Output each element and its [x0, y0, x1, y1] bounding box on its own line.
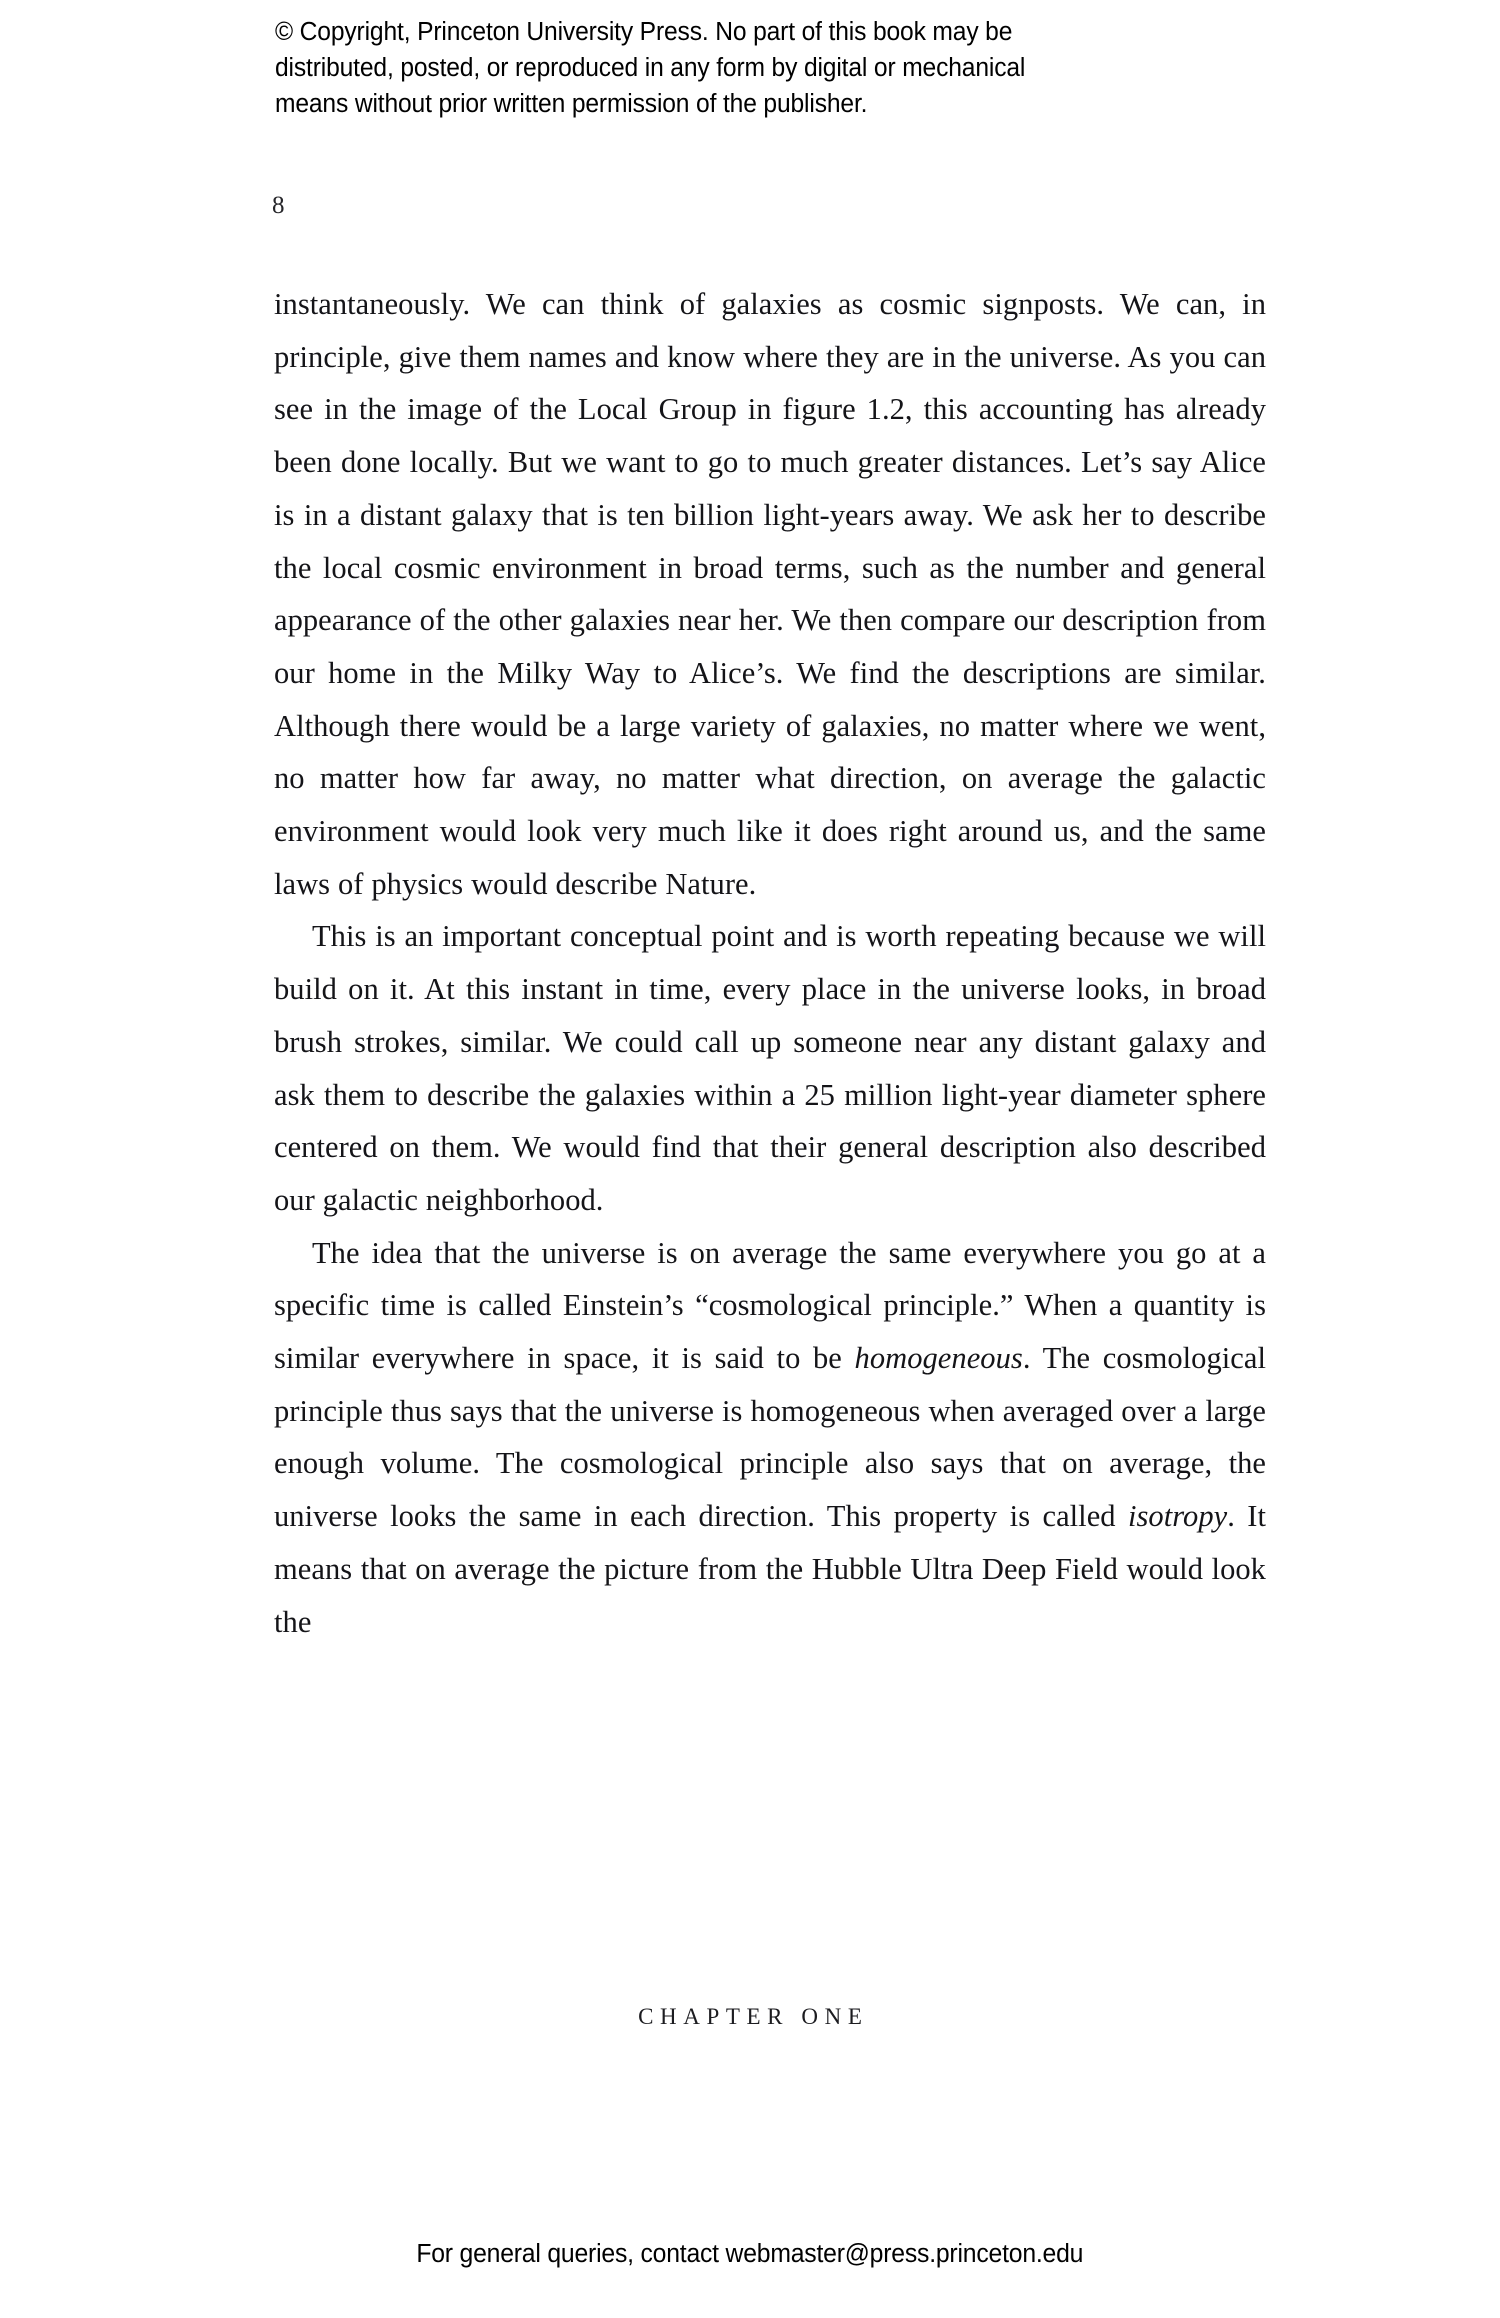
text-run: The idea that the universe is on average the same everywhere you go at a specific time is called Einstein’s “cosmological principle.” When a quantity is similar everywhere in space, it is said to be [274, 1235, 1266, 1376]
body-paragraph-2: This is an important conceptual point and is worth repeating because we will build on it. At this instant in time, every place in the universe looks, in broad brush strokes, similar. We could call up someone near any distant galaxy and ask them to describe the galaxies within a 25 million light-year diameter sphere centered on them. We would find that their general description also described our galactic neighborhood. [274, 919, 1266, 1217]
text-run: . It means that on average the picture from the Hubble Ultra Deep Field would look the [274, 1499, 1266, 1639]
emphasized-term: homogeneous [854, 1341, 1023, 1376]
copyright-notice-line-3: means without prior written permission of the publisher. [275, 90, 868, 118]
queries-footer-text: For general queries, contact webmaster@press.princeton.edu [416, 2240, 1084, 2268]
chapter-running-foot: CHAPTER ONE [638, 2004, 869, 2029]
page-number: 8 [272, 192, 285, 219]
queries-footer [0, 2240, 1500, 2269]
copyright-notice-line-2: distributed, posted, or reproduced in any form by digital or mechanical [275, 54, 1026, 82]
body-text-column [274, 278, 1266, 1648]
emphasized-term: isotropy [1127, 1499, 1228, 1534]
body-paragraph-1: instantaneously. We can think of galaxies as cosmic signposts. We can, in principle, give them names and know where they are in the universe. As you can see in the image of the Local Group in figure 1.2, this accounting has already been done locally. But we want to go to much greater distances. Let’s say Alice is in a distant galaxy that is ten billion light-years away. We ask her to describe the local cosmic environment in broad terms, such as the number and general appearance of the other galaxies near her. We then compare our description from our home in the Milky Way to Alice’s. We find the descriptions are similar. Although there would be a large variety of galaxies, no matter where we went, no matter how far away, no matter what direction, on average the galactic environment would look very much like it does right around us, and the same laws of physics would describe Nature. [274, 287, 1266, 901]
copyright-notice-line-1: © Copyright, Princeton University Press. No part of this book may be [275, 18, 1013, 46]
copyright-notice [275, 14, 1182, 122]
text-run: . The cosmological principle thus says that the universe is homogeneous when averaged over a large enough volume. The cosmological principle also says that on average, the universe looks the same in each direction. This property is called [274, 1341, 1267, 1534]
body-paragraph-3 [274, 1227, 1266, 1649]
